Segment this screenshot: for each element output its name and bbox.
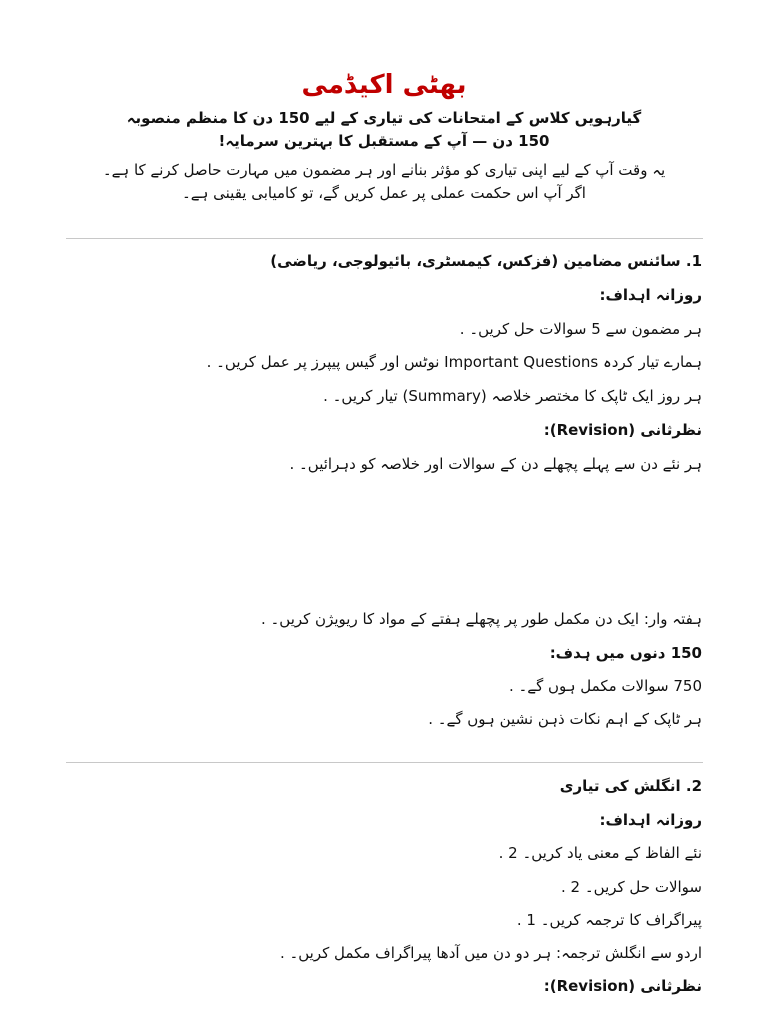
- list-item: ہفتہ وار: ایک دن مکمل طور پر پچھلے ہفتے کے مواد کا ریویژن کریں۔ .: [260, 610, 702, 628]
- list-item: اردو سے انگلش ترجمہ: ہر دو دن میں آدھا پیراگراف مکمل کریں۔ .: [279, 944, 702, 962]
- divider: [66, 238, 703, 239]
- intro-line: اگر آپ اس حکمت عملی پر عمل کریں گے، تو کامیابی یقینی ہے۔: [182, 184, 586, 202]
- list-item: سوالات حل کریں۔ 2 .: [561, 878, 702, 896]
- list-item: پیراگراف کا ترجمہ کریں۔ 1 .: [516, 911, 702, 929]
- daily-goals-heading: روزانہ اہداف:: [599, 286, 702, 304]
- divider: [66, 762, 703, 763]
- list-item: ہمارے تیار کردہ Important Questions نوٹس اور گیس پیپرز پر عمل کریں۔ .: [206, 353, 702, 371]
- revision-heading: نظرثانی (Revision):: [543, 421, 702, 439]
- document-title: بھٹی اکیڈمی: [301, 70, 467, 100]
- section-heading-english: 2. انگلش کی تیاری: [559, 777, 702, 795]
- list-item: ہر ٹاپک کے اہم نکات ذہن نشین ہوں گے۔ .: [428, 710, 702, 728]
- list-item: ہر نئے دن سے پہلے پچھلے دن کے سوالات اور خلاصہ کو دہرائیں۔ .: [289, 455, 702, 473]
- intro-line: یہ وقت آپ کے لیے اپنی تیاری کو مؤثر بنانے اور ہر مضمون میں مہارت حاصل کرنے کا ہے۔: [102, 161, 666, 179]
- goal-heading: 150 دنوں میں ہدف:: [549, 644, 702, 662]
- revision-heading: نظرثانی (Revision):: [543, 977, 702, 995]
- list-item: نئے الفاظ کے معنی یاد کریں۔ 2 .: [498, 844, 702, 862]
- list-item: ہر مضمون سے 5 سوالات حل کریں۔ .: [459, 320, 702, 338]
- list-item: ہر روز ایک ٹاپک کا مختصر خلاصہ (Summary) تیار کریں۔ .: [323, 387, 702, 405]
- tagline: 150 دن — آپ کے مستقبل کا بہترین سرمایہ!: [218, 132, 550, 150]
- subtitle: گیارہویں کلاس کے امتحانات کی تیاری کے لیے 150 دن کا منظم منصوبہ: [126, 109, 642, 127]
- daily-goals-heading: روزانہ اہداف:: [599, 811, 702, 829]
- section-heading-science: 1. سائنس مضامین (فزکس، کیمسٹری، بائیولوجی، ریاضی): [270, 252, 702, 270]
- list-item: 750 سوالات مکمل ہوں گے۔ .: [508, 677, 702, 695]
